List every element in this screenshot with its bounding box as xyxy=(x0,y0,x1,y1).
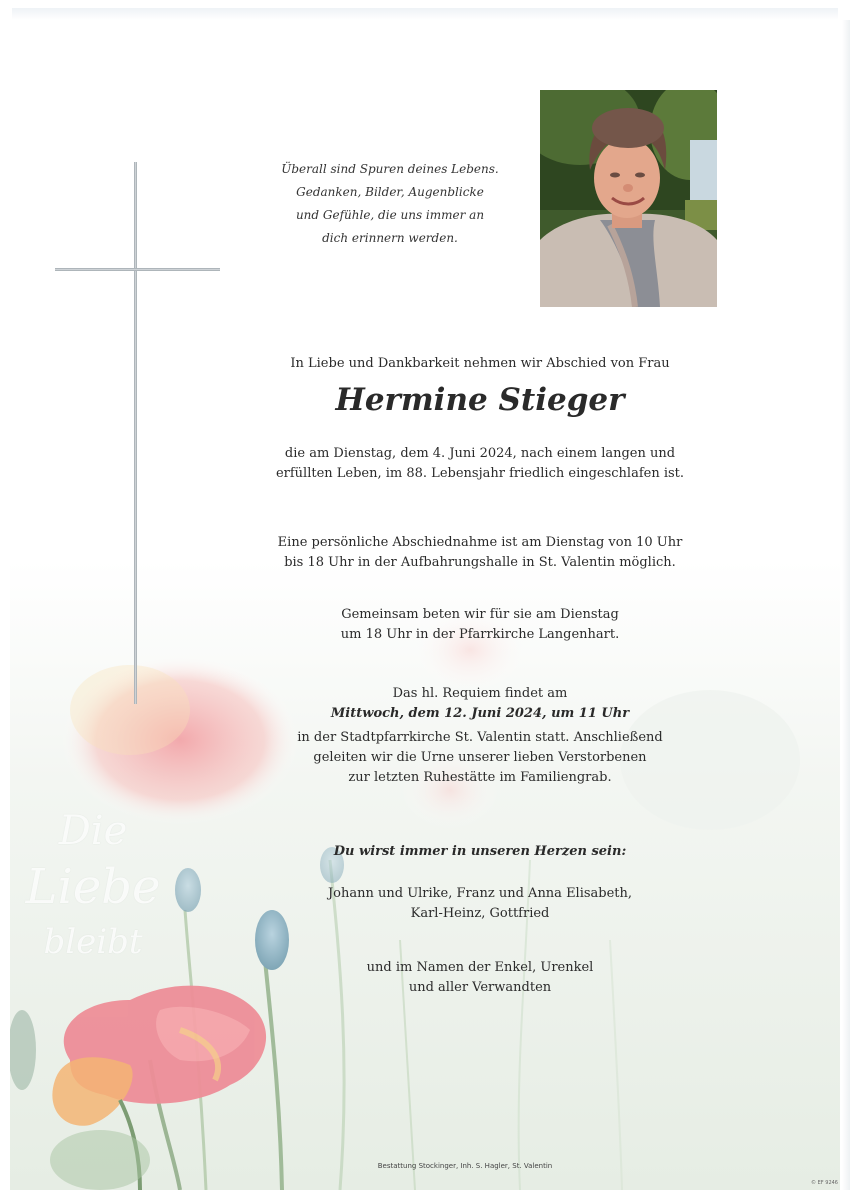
poem-line: Gedanken, Bilder, Augenblicke xyxy=(296,185,484,199)
poem-line: Überall sind Spuren deines Lebens. xyxy=(281,162,499,176)
death-line: die am Dienstag, dem 4. Juni 2024, nach einem langen und xyxy=(284,446,676,461)
family-line: Johann und Ulrike, Franz und Anna Elisabeth, xyxy=(327,886,633,901)
relatives-line xyxy=(200,958,760,998)
cross-horizontal xyxy=(55,268,220,271)
watermark-text xyxy=(18,805,168,967)
prayer-line: um 18 Uhr in der Pfarrkirche Langenhart. xyxy=(340,627,620,642)
template-code: © EF 9246 xyxy=(811,1180,838,1186)
poem xyxy=(270,158,510,250)
prayer-details xyxy=(200,605,760,645)
poem-line: dich erinnern werden. xyxy=(322,231,458,245)
family-names xyxy=(200,884,760,924)
right-edge-shade xyxy=(842,20,850,1190)
requiem-line: in der Stadtpfarrkirche St. Valentin statt. Anschließend xyxy=(297,730,663,745)
requiem-details xyxy=(200,684,760,788)
cross-vertical xyxy=(134,162,137,704)
deceased-name: Hermine Stieger xyxy=(335,382,625,418)
requiem-line: zur letzten Ruhestätte im Familiengrab. xyxy=(348,770,612,785)
watermark-line: bleibt xyxy=(43,922,143,962)
poem-line: und Gefühle, die uns immer an xyxy=(295,208,485,222)
portrait-photo xyxy=(540,90,717,307)
relatives-text: und aller Verwandten xyxy=(408,980,552,995)
farewell-line: Eine persönliche Abschiednahme ist am Dienstag von 10 Uhr xyxy=(277,535,683,550)
family-line: Karl-Heinz, Gottfried xyxy=(410,906,550,921)
funeral-home-footer: Bestattung Stockinger, Inh. S. Hagler, St. Valentin xyxy=(377,1162,553,1170)
top-band xyxy=(12,8,838,20)
relatives-text: und im Namen der Enkel, Urenkel xyxy=(366,960,594,975)
watermark-line: Die xyxy=(58,808,128,854)
closing-heading-block xyxy=(200,842,760,862)
watermark-line: Liebe xyxy=(25,859,161,915)
death-line: erfüllten Leben, im 88. Lebensjahr friedlich eingeschlafen ist. xyxy=(275,466,685,481)
farewell-line: bis 18 Uhr in der Aufbahrungshalle in St. Valentin möglich. xyxy=(284,555,676,570)
farewell-details xyxy=(200,533,760,573)
closing-heading: Du wirst immer in unseren Herzen sein: xyxy=(333,844,627,859)
intro-line: In Liebe und Dankbarkeit nehmen wir Abschied von Frau xyxy=(290,356,670,371)
requiem-line: geleiten wir die Urne unserer lieben Verstorbenen xyxy=(313,750,647,765)
requiem-intro: Das hl. Requiem findet am xyxy=(392,686,568,701)
requiem-date: Mittwoch, dem 12. Juni 2024, um 11 Uhr xyxy=(330,706,630,721)
death-details xyxy=(200,444,760,484)
prayer-line: Gemeinsam beten wir für sie am Dienstag xyxy=(341,607,619,622)
